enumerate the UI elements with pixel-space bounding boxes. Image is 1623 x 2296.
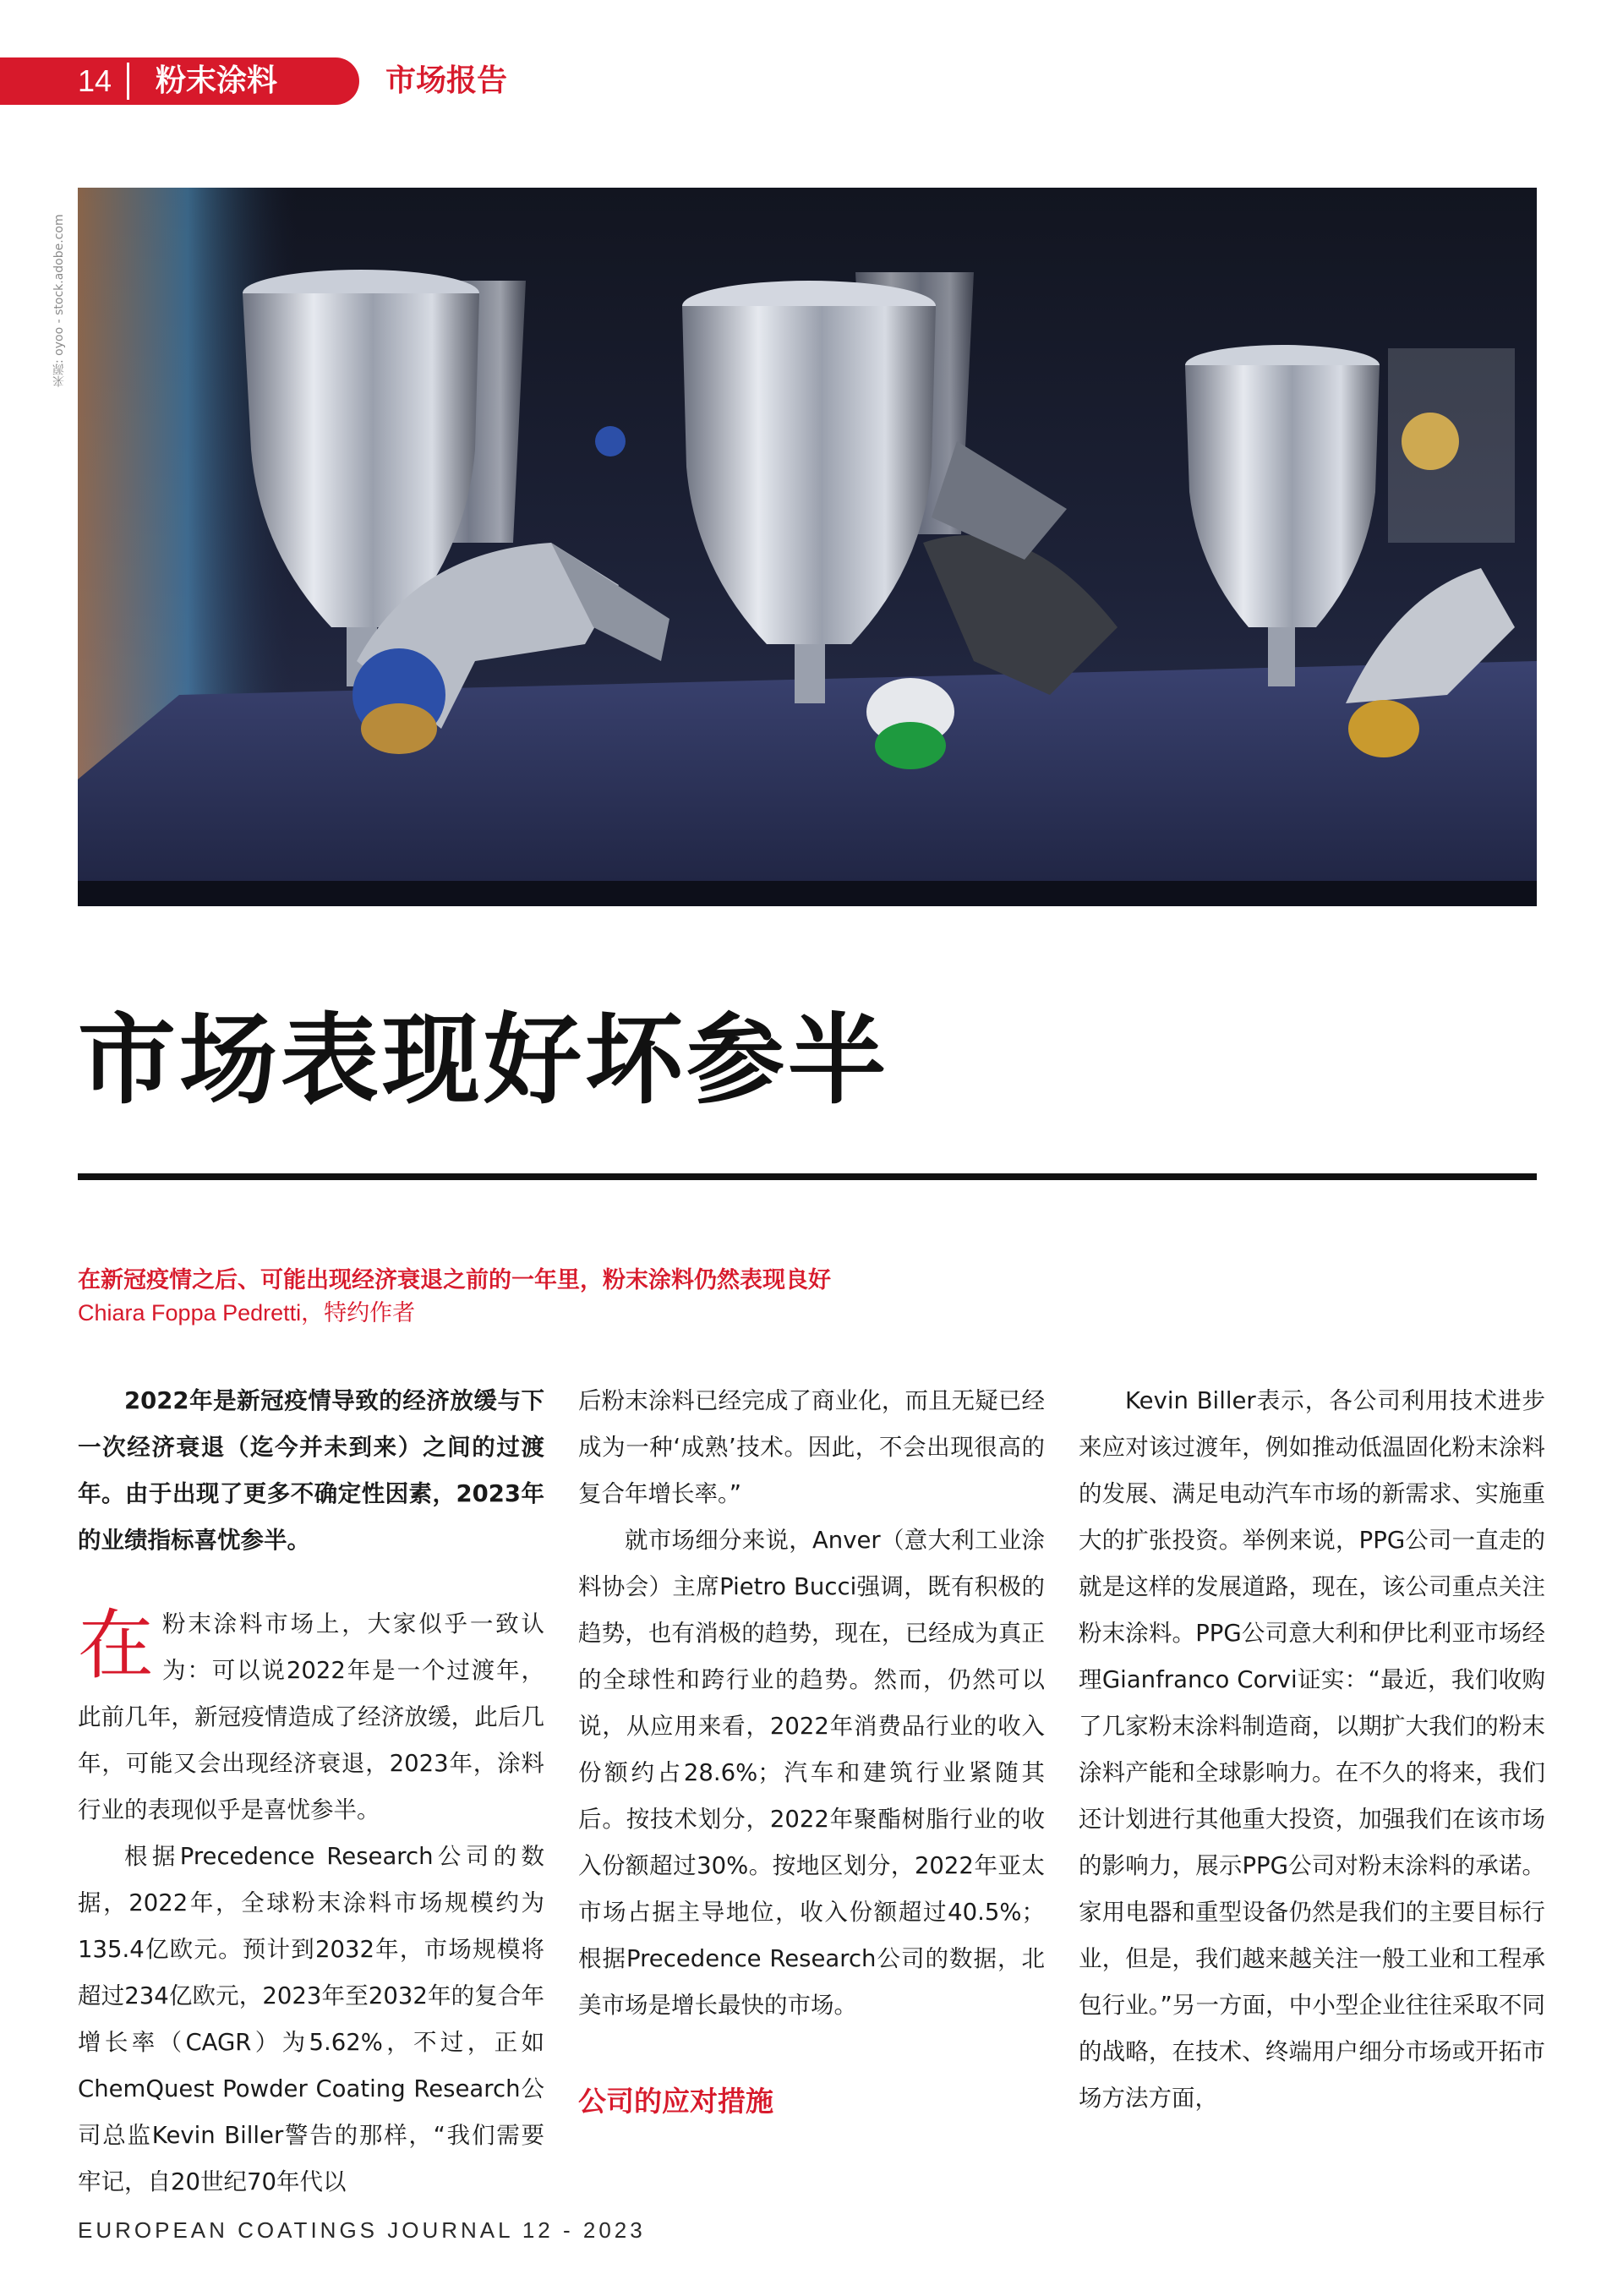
article-lede bbox=[78, 1265, 1261, 1329]
lede-text: 在新冠疫情之后、可能出现经济衰退之前的一年里，粉末涂料仍然表现良好 bbox=[78, 1267, 831, 1293]
hero-photo bbox=[78, 188, 1537, 906]
paragraph-3: 后粉末涂料已经完成了商业化，而且无疑已经成为一种‘成熟’技术。因此，不会出现很高的复合年增长率。” bbox=[578, 1387, 1045, 1507]
intro-paragraph: 2022年是新冠疫情导致的经济放缓与下一次经济衰退（迄今并未到来）之间的过渡年。由于出现了更多不确定性因素，2023年的业绩指标喜忧参半。 bbox=[78, 1387, 544, 1554]
photo-credit: 来源: oyoo - stock.adobe.com bbox=[52, 214, 66, 387]
spray-guns-illustration bbox=[78, 188, 1537, 906]
page-number: 14 bbox=[78, 63, 112, 98]
journal-footer: EUROPEAN COATINGS JOURNAL 12 - 2023 bbox=[78, 2217, 646, 2243]
subheading: 公司的应对措施 bbox=[578, 2085, 773, 2118]
title-rule bbox=[78, 1173, 1537, 1180]
column-3 bbox=[1079, 1378, 1545, 2122]
paragraph-4: 就市场细分来说，Anver（意大利工业涂料协会）主席Pietro Bucci强调，既有积极的趋势，也有消极的趋势，现在，已经成为真正的全球性和跨行业的趋势。然而，仍然可以说，从应用来看，2022年消费品行业的收入份额约占28.6%；汽车和建筑行业紧随其后。按技术划分，2022年聚酯树脂行业的收入份额超过30%。按地区划分，2022年亚太市场占据主导地位，收入份额超过40.5%；根据Precedence Research公司的数据，北美市场是增长最快的市场。 bbox=[578, 1527, 1045, 2019]
article-title: 市场表现好坏参半 bbox=[78, 1003, 889, 1118]
paragraph-1-text: 粉末涂料市场上，大家似乎一致认为：可以说2022年是一个过渡年，此前几年，新冠疫情造成了经济放缓，此后几年，可能又会出现经济衰退，2023年，涂料行业的表现似乎是喜忧参半。 bbox=[78, 1610, 544, 1823]
category-label: 市场报告 bbox=[385, 63, 508, 98]
section-label: 粉末涂料 bbox=[156, 63, 278, 98]
byline: Chiara Foppa Pedretti，特约作者 bbox=[78, 1300, 416, 1326]
header-divider bbox=[127, 63, 129, 100]
dropcap: 在 bbox=[78, 1601, 154, 1690]
paragraph-1 bbox=[78, 1601, 544, 1834]
paragraph-5: Kevin Biller表示，各公司利用技术进步来应对该过渡年，例如推动低温固化粉末涂料的发展、满足电动汽车市场的新需求、实施重大的扩张投资。举例来说，PPG公司一直走的就是这样的发展道路，现在，该公司重点关注粉末涂料。PPG公司意大利和伊比利亚市场经理Gianfranco Corvi证实：“最近，我们收购了几家粉末涂料制造商，以期扩大我们的粉末涂料产能和全球影响力。在不久的将来，我们还计划进行其他重大投资，加强我们在该市场的影响力，展示PPG公司对粉末涂料的承诺。家用电器和重型设备仍然是我们的主要目标行业，但是，我们越来越关注一般工业和工程承包行业。”另一方面，中小型企业往往采取不同的战略，在技术、终端用户细分市场或开拓市场方法方面， bbox=[1079, 1387, 1545, 2112]
column-1 bbox=[78, 1378, 544, 2206]
paragraph-2: 根据Precedence Research公司的数据，2022年，全球粉末涂料市场规模约为135.4亿欧元。预计到2032年，市场规模将超过234亿欧元，2023年至2032年的复合年增长率（CAGR）为5.62%，不过，正如ChemQuest Powder Coating Research公司总监Kevin Biller警告的那样，“我们需要牢记，自20世纪70年代以 bbox=[78, 1843, 544, 2195]
column-2 bbox=[578, 1378, 1045, 2124]
